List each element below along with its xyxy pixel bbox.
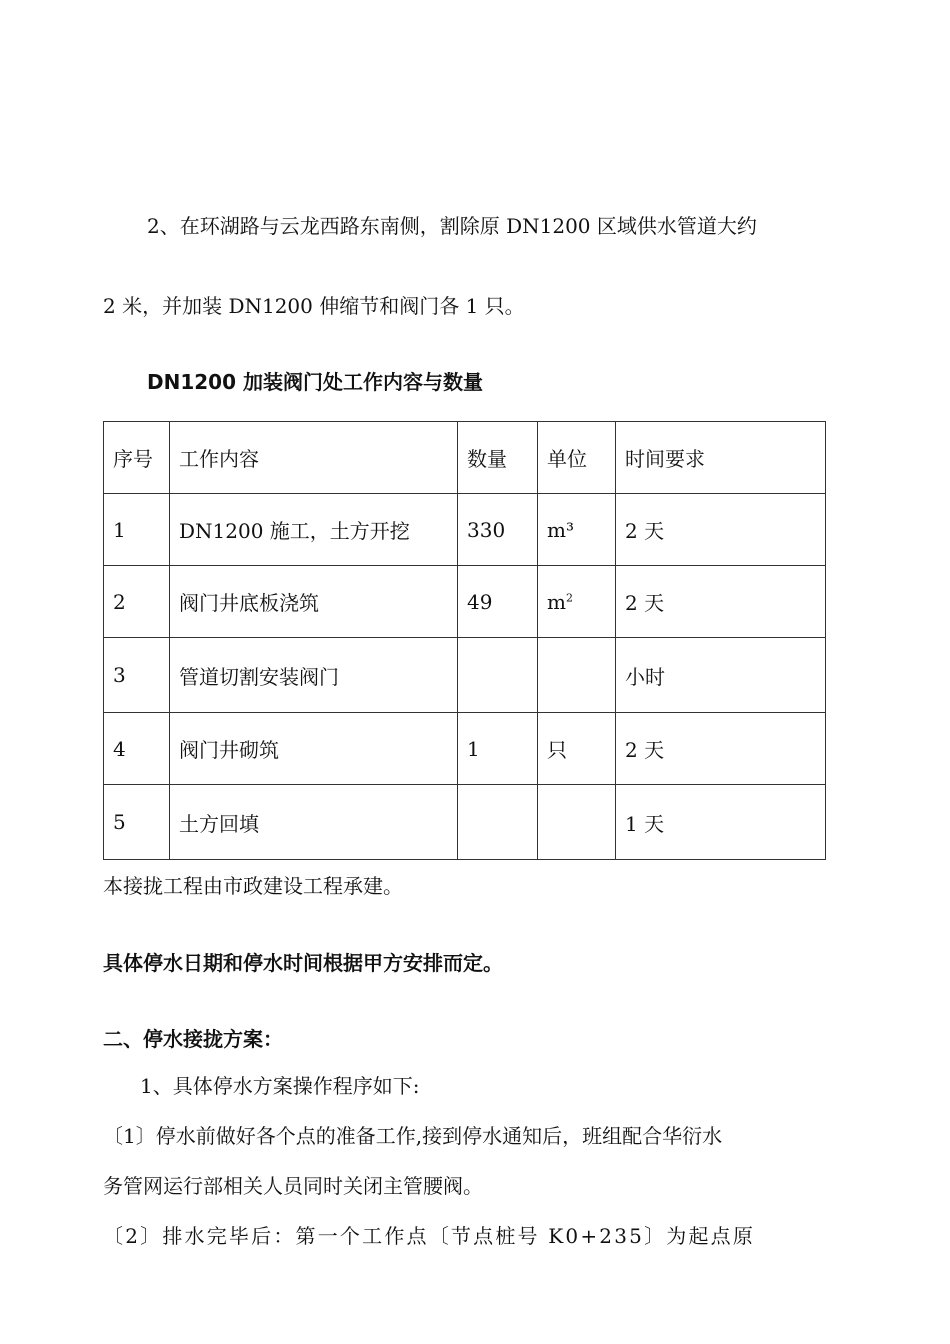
table-header-row xyxy=(104,422,826,494)
row-no: 2 xyxy=(104,566,170,638)
row-no: 3 xyxy=(104,638,170,713)
row-qty: 49 xyxy=(458,566,538,638)
unit-superscript: 2 xyxy=(565,590,573,604)
header-cell: 时间要求 xyxy=(616,422,826,494)
header-cell: 序号 xyxy=(104,422,170,494)
step2-line1: 〔2〕排水完毕后：第一个工作点〔节点桩号 K0+235〕为起点原 xyxy=(103,1224,756,1248)
row-content: 土方回填 xyxy=(170,785,458,860)
row-time: 1 天 xyxy=(616,785,826,860)
row-time: 小时 xyxy=(616,638,826,713)
row-content: 阀门井底板浇筑 xyxy=(170,566,458,638)
step1-line2: 务管网运行部相关人员同时关闭主管腰阀。 xyxy=(103,1174,483,1198)
header-cell: 数量 xyxy=(458,422,538,494)
table-row xyxy=(104,566,826,638)
table-row xyxy=(104,638,826,713)
row-unit xyxy=(538,785,616,860)
header-cell: 工作内容 xyxy=(170,422,458,494)
table-row xyxy=(104,785,826,860)
row-time: 2 天 xyxy=(616,494,826,566)
row-content: 管道切割安装阀门 xyxy=(170,638,458,713)
row-no: 5 xyxy=(104,785,170,860)
row-time: 2 天 xyxy=(616,566,826,638)
row-unit xyxy=(538,638,616,713)
step1-line1: 〔1〕停水前做好各个点的准备工作,接到停水通知后，班组配合华衍水 xyxy=(103,1124,723,1148)
step1-heading: 1、具体停水方案操作程序如下: xyxy=(140,1074,420,1098)
row-unit xyxy=(538,566,616,638)
work-table xyxy=(103,421,826,860)
table-caption: DN1200 加装阀门处工作内容与数量 xyxy=(147,370,483,394)
row-unit: m³ xyxy=(538,494,616,566)
section-title: 二、停水接拢方案： xyxy=(103,1027,283,1051)
row-content: 阀门井砌筑 xyxy=(170,713,458,785)
row-time: 2 天 xyxy=(616,713,826,785)
row-qty: 330 xyxy=(458,494,538,566)
table-row xyxy=(104,494,826,566)
item2-line1: 2、在环湖路与云龙西路东南侧，割除原 DN1200 区域供水管道大约 xyxy=(147,214,757,238)
unit-base: m xyxy=(547,589,566,614)
row-content: DN1200 施工，土方开挖 xyxy=(170,494,458,566)
row-qty xyxy=(458,785,538,860)
row-unit: 只 xyxy=(538,713,616,785)
schedule-note: 具体停水日期和停水时间根据甲方安排而定。 xyxy=(103,951,503,975)
contractor-note: 本接拢工程由市政建设工程承建。 xyxy=(103,874,403,898)
row-qty: 1 xyxy=(458,713,538,785)
item2-line2: 2 米，并加装 DN1200 伸缩节和阀门各 1 只。 xyxy=(103,294,525,318)
table-row xyxy=(104,713,826,785)
header-cell: 单位 xyxy=(538,422,616,494)
row-no: 1 xyxy=(104,494,170,566)
row-no: 4 xyxy=(104,713,170,785)
row-qty xyxy=(458,638,538,713)
